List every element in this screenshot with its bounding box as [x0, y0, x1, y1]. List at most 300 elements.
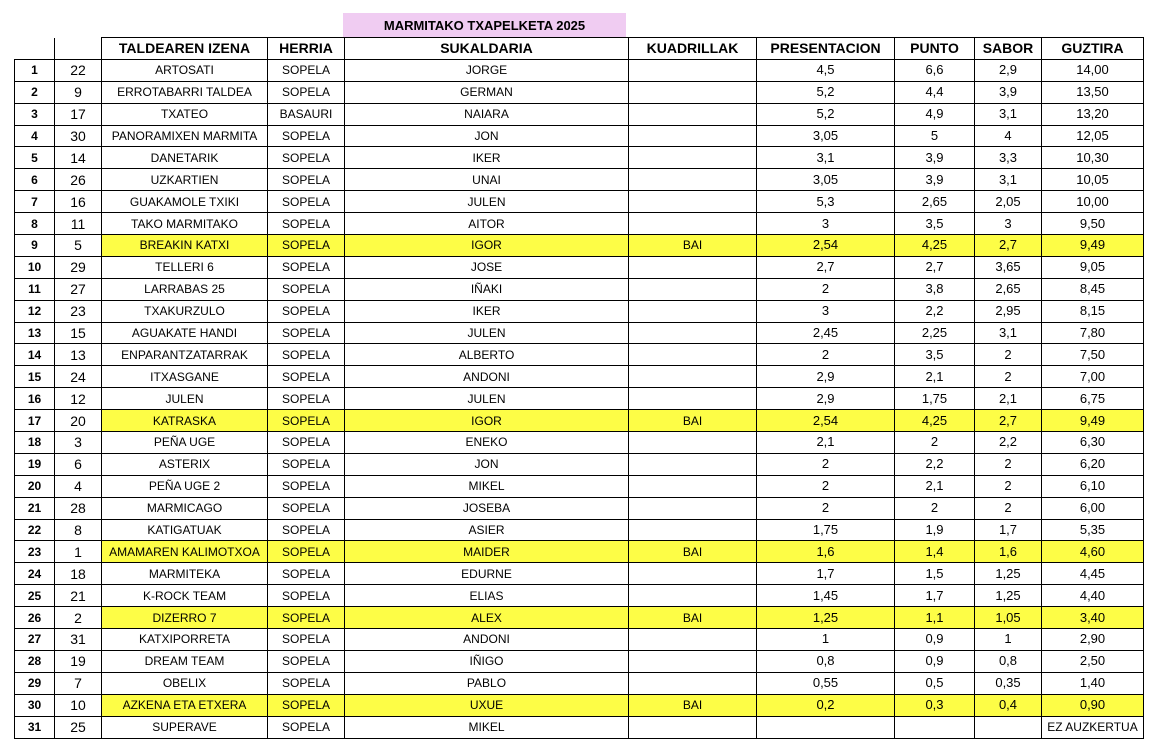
table-row — [15, 169, 1144, 191]
cell-group — [629, 256, 757, 278]
cell-point: 1,9 — [895, 519, 975, 541]
table-row — [15, 278, 1144, 300]
cell-rank: 20 — [15, 475, 55, 497]
cell-team: ARTOSATI — [102, 59, 268, 81]
cell-number: 4 — [55, 475, 102, 497]
cell-presentation: 2,1 — [757, 432, 895, 454]
cell-town: SOPELA — [268, 169, 345, 191]
cell-total: 3,40 — [1042, 607, 1144, 629]
cell-flavor: 1 — [975, 629, 1042, 651]
cell-team: ASTERIX — [102, 453, 268, 475]
cell-town: SOPELA — [268, 300, 345, 322]
cell-team: MARMICAGO — [102, 497, 268, 519]
cell-total: 6,20 — [1042, 453, 1144, 475]
cell-team: KATIGATUAK — [102, 519, 268, 541]
table-row — [15, 650, 1144, 672]
cell-cook: ANDONI — [345, 629, 629, 651]
cell-cook: JON — [345, 125, 629, 147]
cell-town: SOPELA — [268, 125, 345, 147]
sheet-title: MARMITAKO TXAPELKETA 2025 — [343, 13, 626, 37]
cell-point: 4,25 — [895, 410, 975, 432]
cell-town: SOPELA — [268, 256, 345, 278]
cell-total: 10,00 — [1042, 191, 1144, 213]
cell-cook: JULEN — [345, 191, 629, 213]
cell-rank: 19 — [15, 453, 55, 475]
cell-total: 2,50 — [1042, 650, 1144, 672]
cell-team: LARRABAS 25 — [102, 278, 268, 300]
cell-town: SOPELA — [268, 366, 345, 388]
cell-total: 5,35 — [1042, 519, 1144, 541]
cell-point: 1,7 — [895, 585, 975, 607]
cell-presentation: 1,75 — [757, 519, 895, 541]
cell-group — [629, 81, 757, 103]
cell-point: 2,25 — [895, 322, 975, 344]
cell-number: 8 — [55, 519, 102, 541]
cell-team: GUAKAMOLE TXIKI — [102, 191, 268, 213]
cell-total: 14,00 — [1042, 59, 1144, 81]
cell-rank: 6 — [15, 169, 55, 191]
cell-number: 16 — [55, 191, 102, 213]
cell-cook: JON — [345, 453, 629, 475]
table-row — [15, 147, 1144, 169]
table-row — [15, 81, 1144, 103]
cell-rank: 5 — [15, 147, 55, 169]
cell-flavor: 2,9 — [975, 59, 1042, 81]
cell-number: 23 — [55, 300, 102, 322]
cell-number: 24 — [55, 366, 102, 388]
cell-town: SOPELA — [268, 585, 345, 607]
cell-cook: IÑIGO — [345, 650, 629, 672]
cell-total: 7,50 — [1042, 344, 1144, 366]
cell-point: 4,9 — [895, 103, 975, 125]
cell-team: UZKARTIEN — [102, 169, 268, 191]
cell-cook: MIKEL — [345, 716, 629, 738]
cell-team: AZKENA ETA ETXERA — [102, 694, 268, 716]
cell-point: 3,5 — [895, 344, 975, 366]
cell-cook: JOSEBA — [345, 497, 629, 519]
cell-flavor: 3,1 — [975, 169, 1042, 191]
cell-group: BAI — [629, 410, 757, 432]
cell-number: 17 — [55, 103, 102, 125]
table-row — [15, 541, 1144, 563]
cell-team: TELLERI 6 — [102, 256, 268, 278]
header-point: PUNTO — [895, 38, 975, 60]
cell-group — [629, 716, 757, 738]
cell-flavor: 0,4 — [975, 694, 1042, 716]
cell-total: 7,00 — [1042, 366, 1144, 388]
cell-cook: ALBERTO — [345, 344, 629, 366]
cell-number: 13 — [55, 344, 102, 366]
cell-presentation: 2 — [757, 278, 895, 300]
cell-total: 12,05 — [1042, 125, 1144, 147]
cell-number: 14 — [55, 147, 102, 169]
cell-number: 18 — [55, 563, 102, 585]
cell-number: 30 — [55, 125, 102, 147]
cell-presentation: 2 — [757, 475, 895, 497]
cell-rank: 25 — [15, 585, 55, 607]
cell-cook: EDURNE — [345, 563, 629, 585]
cell-presentation: 5,2 — [757, 103, 895, 125]
cell-rank: 31 — [15, 716, 55, 738]
cell-flavor: 1,7 — [975, 519, 1042, 541]
cell-cook: ANDONI — [345, 366, 629, 388]
cell-group — [629, 59, 757, 81]
cell-point: 3,5 — [895, 213, 975, 235]
cell-cook: JORGE — [345, 59, 629, 81]
cell-cook: JULEN — [345, 322, 629, 344]
cell-total: 8,45 — [1042, 278, 1144, 300]
cell-point: 1,4 — [895, 541, 975, 563]
cell-town: SOPELA — [268, 650, 345, 672]
cell-rank: 16 — [15, 388, 55, 410]
cell-team: BREAKIN KATXI — [102, 235, 268, 257]
header-team: TALDEAREN IZENA — [102, 38, 268, 60]
cell-total: 10,05 — [1042, 169, 1144, 191]
cell-presentation: 3 — [757, 213, 895, 235]
cell-group — [629, 519, 757, 541]
cell-presentation: 3,05 — [757, 125, 895, 147]
cell-team: JULEN — [102, 388, 268, 410]
cell-town: SOPELA — [268, 344, 345, 366]
cell-point: 4,4 — [895, 81, 975, 103]
cell-presentation: 2,9 — [757, 388, 895, 410]
cell-group — [629, 322, 757, 344]
cell-presentation: 1,7 — [757, 563, 895, 585]
cell-town: SOPELA — [268, 497, 345, 519]
cell-town: SOPELA — [268, 716, 345, 738]
cell-number: 1 — [55, 541, 102, 563]
cell-point: 1,75 — [895, 388, 975, 410]
cell-flavor: 3,3 — [975, 147, 1042, 169]
cell-group: BAI — [629, 607, 757, 629]
cell-team: PANORAMIXEN MARMITA — [102, 125, 268, 147]
table-row — [15, 388, 1144, 410]
header-group: KUADRILLAK — [629, 38, 757, 60]
cell-number: 10 — [55, 694, 102, 716]
cell-flavor: 1,6 — [975, 541, 1042, 563]
cell-group — [629, 300, 757, 322]
header-row — [15, 38, 1144, 60]
cell-team: PEÑA UGE — [102, 432, 268, 454]
cell-flavor: 1,25 — [975, 585, 1042, 607]
cell-cook: MAIDER — [345, 541, 629, 563]
cell-flavor: 2,65 — [975, 278, 1042, 300]
cell-total: 13,20 — [1042, 103, 1144, 125]
cell-flavor: 2 — [975, 475, 1042, 497]
table-row — [15, 453, 1144, 475]
table-row — [15, 585, 1144, 607]
cell-team: PEÑA UGE 2 — [102, 475, 268, 497]
cell-rank: 8 — [15, 213, 55, 235]
cell-team: TXAKURZULO — [102, 300, 268, 322]
cell-point: 0,5 — [895, 672, 975, 694]
cell-number: 27 — [55, 278, 102, 300]
cell-number: 19 — [55, 650, 102, 672]
cell-group — [629, 672, 757, 694]
cell-presentation: 5,3 — [757, 191, 895, 213]
cell-flavor: 3,9 — [975, 81, 1042, 103]
cell-flavor: 2 — [975, 453, 1042, 475]
cell-presentation: 1,45 — [757, 585, 895, 607]
cell-cook: IKER — [345, 147, 629, 169]
table-row — [15, 191, 1144, 213]
cell-town: SOPELA — [268, 541, 345, 563]
cell-number: 15 — [55, 322, 102, 344]
cell-total: 7,80 — [1042, 322, 1144, 344]
cell-flavor: 4 — [975, 125, 1042, 147]
cell-point: 1,1 — [895, 607, 975, 629]
cell-cook: NAIARA — [345, 103, 629, 125]
table-row — [15, 322, 1144, 344]
cell-total: 9,50 — [1042, 213, 1144, 235]
cell-rank: 15 — [15, 366, 55, 388]
cell-total: 4,60 — [1042, 541, 1144, 563]
cell-town: SOPELA — [268, 607, 345, 629]
cell-rank: 21 — [15, 497, 55, 519]
header-flavor: SABOR — [975, 38, 1042, 60]
table-row — [15, 256, 1144, 278]
cell-town: SOPELA — [268, 322, 345, 344]
cell-presentation: 1 — [757, 629, 895, 651]
cell-rank: 27 — [15, 629, 55, 651]
cell-presentation: 2 — [757, 497, 895, 519]
header-total: GUZTIRA — [1042, 38, 1144, 60]
cell-town: SOPELA — [268, 475, 345, 497]
results-table — [14, 37, 1144, 739]
cell-group: BAI — [629, 235, 757, 257]
cell-flavor: 3 — [975, 213, 1042, 235]
cell-presentation: 5,2 — [757, 81, 895, 103]
cell-group — [629, 475, 757, 497]
cell-rank: 10 — [15, 256, 55, 278]
cell-rank: 7 — [15, 191, 55, 213]
table-row — [15, 213, 1144, 235]
cell-group — [629, 169, 757, 191]
cell-point: 1,5 — [895, 563, 975, 585]
cell-number: 25 — [55, 716, 102, 738]
cell-cook: IÑAKI — [345, 278, 629, 300]
cell-total: 9,49 — [1042, 410, 1144, 432]
cell-town: SOPELA — [268, 81, 345, 103]
cell-town: SOPELA — [268, 453, 345, 475]
cell-town: SOPELA — [268, 278, 345, 300]
cell-cook: ENEKO — [345, 432, 629, 454]
cell-cook: UNAI — [345, 169, 629, 191]
cell-presentation: 2,45 — [757, 322, 895, 344]
table-row — [15, 344, 1144, 366]
cell-point: 2,2 — [895, 300, 975, 322]
header-empty-number — [55, 38, 102, 60]
cell-team: SUPERAVE — [102, 716, 268, 738]
cell-cook: ASIER — [345, 519, 629, 541]
cell-presentation: 2,7 — [757, 256, 895, 278]
cell-cook: IKER — [345, 300, 629, 322]
cell-team: KATXIPORRETA — [102, 629, 268, 651]
cell-presentation: 3 — [757, 300, 895, 322]
cell-team: TAKO MARMITAKO — [102, 213, 268, 235]
cell-point: 3,9 — [895, 147, 975, 169]
cell-town: SOPELA — [268, 147, 345, 169]
cell-point: 3,9 — [895, 169, 975, 191]
cell-group — [629, 278, 757, 300]
cell-point: 2,65 — [895, 191, 975, 213]
cell-rank: 22 — [15, 519, 55, 541]
cell-flavor: 2,1 — [975, 388, 1042, 410]
cell-town: SOPELA — [268, 672, 345, 694]
cell-flavor: 2,95 — [975, 300, 1042, 322]
table-row — [15, 432, 1144, 454]
cell-flavor: 2,05 — [975, 191, 1042, 213]
cell-presentation: 2,54 — [757, 410, 895, 432]
cell-number: 6 — [55, 453, 102, 475]
cell-point: 2,7 — [895, 256, 975, 278]
cell-group — [629, 629, 757, 651]
table-row — [15, 475, 1144, 497]
cell-total: 8,15 — [1042, 300, 1144, 322]
cell-total: 13,50 — [1042, 81, 1144, 103]
cell-presentation: 0,55 — [757, 672, 895, 694]
cell-flavor: 0,8 — [975, 650, 1042, 672]
cell-group — [629, 497, 757, 519]
cell-point: 6,6 — [895, 59, 975, 81]
cell-number: 22 — [55, 59, 102, 81]
cell-rank: 11 — [15, 278, 55, 300]
cell-town: SOPELA — [268, 432, 345, 454]
cell-cook: IGOR — [345, 410, 629, 432]
cell-total: 6,30 — [1042, 432, 1144, 454]
cell-cook: JULEN — [345, 388, 629, 410]
cell-total: 9,05 — [1042, 256, 1144, 278]
cell-town: SOPELA — [268, 213, 345, 235]
cell-cook: ALEX — [345, 607, 629, 629]
cell-presentation: 1,25 — [757, 607, 895, 629]
cell-group: BAI — [629, 694, 757, 716]
cell-number: 26 — [55, 169, 102, 191]
table-body — [15, 59, 1144, 738]
cell-number: 7 — [55, 672, 102, 694]
table-row — [15, 563, 1144, 585]
cell-town: SOPELA — [268, 191, 345, 213]
cell-presentation: 1,6 — [757, 541, 895, 563]
cell-flavor: 1,05 — [975, 607, 1042, 629]
cell-flavor: 3,1 — [975, 103, 1042, 125]
cell-group — [629, 563, 757, 585]
table-row — [15, 59, 1144, 81]
cell-point: 5 — [895, 125, 975, 147]
cell-number: 29 — [55, 256, 102, 278]
cell-rank: 13 — [15, 322, 55, 344]
cell-flavor: 2,2 — [975, 432, 1042, 454]
cell-rank: 28 — [15, 650, 55, 672]
cell-group — [629, 453, 757, 475]
cell-team: DREAM TEAM — [102, 650, 268, 672]
cell-presentation: 0,2 — [757, 694, 895, 716]
cell-total: 1,40 — [1042, 672, 1144, 694]
cell-cook: ELIAS — [345, 585, 629, 607]
cell-cook: IGOR — [345, 235, 629, 257]
cell-total: 6,75 — [1042, 388, 1144, 410]
cell-rank: 1 — [15, 59, 55, 81]
cell-group — [629, 344, 757, 366]
cell-cook: AITOR — [345, 213, 629, 235]
cell-group — [629, 147, 757, 169]
cell-point: 3,8 — [895, 278, 975, 300]
cell-point: 2,2 — [895, 453, 975, 475]
cell-presentation: 2 — [757, 344, 895, 366]
cell-team: DIZERRO 7 — [102, 607, 268, 629]
cell-number: 28 — [55, 497, 102, 519]
cell-group: BAI — [629, 541, 757, 563]
cell-total: 4,40 — [1042, 585, 1144, 607]
table-row — [15, 497, 1144, 519]
cell-flavor: 2,7 — [975, 235, 1042, 257]
cell-presentation: 4,5 — [757, 59, 895, 81]
cell-rank: 14 — [15, 344, 55, 366]
cell-team: ERROTABARRI TALDEA — [102, 81, 268, 103]
cell-number: 21 — [55, 585, 102, 607]
cell-cook: PABLO — [345, 672, 629, 694]
cell-town: SOPELA — [268, 235, 345, 257]
cell-point: 2 — [895, 432, 975, 454]
cell-group — [629, 213, 757, 235]
table-row — [15, 410, 1144, 432]
table-row — [15, 519, 1144, 541]
cell-rank: 9 — [15, 235, 55, 257]
cell-presentation: 3,1 — [757, 147, 895, 169]
cell-point: 2 — [895, 497, 975, 519]
table-row — [15, 672, 1144, 694]
cell-flavor — [975, 716, 1042, 738]
cell-number: 20 — [55, 410, 102, 432]
table-row — [15, 694, 1144, 716]
cell-flavor: 2 — [975, 366, 1042, 388]
cell-flavor: 1,25 — [975, 563, 1042, 585]
cell-team: MARMITEKA — [102, 563, 268, 585]
cell-presentation: 2,54 — [757, 235, 895, 257]
cell-number: 31 — [55, 629, 102, 651]
cell-cook: JOSE — [345, 256, 629, 278]
cell-rank: 12 — [15, 300, 55, 322]
cell-town: SOPELA — [268, 694, 345, 716]
cell-group — [629, 366, 757, 388]
cell-flavor: 2,7 — [975, 410, 1042, 432]
cell-number: 12 — [55, 388, 102, 410]
cell-cook: GERMAN — [345, 81, 629, 103]
cell-team: KATRASKA — [102, 410, 268, 432]
cell-group — [629, 125, 757, 147]
cell-team: OBELIX — [102, 672, 268, 694]
table-row — [15, 716, 1144, 738]
cell-point: 4,25 — [895, 235, 975, 257]
cell-team: TXATEO — [102, 103, 268, 125]
cell-rank: 18 — [15, 432, 55, 454]
cell-group — [629, 388, 757, 410]
cell-total: 6,00 — [1042, 497, 1144, 519]
table-row — [15, 125, 1144, 147]
cell-point: 2,1 — [895, 366, 975, 388]
cell-total: 9,49 — [1042, 235, 1144, 257]
cell-town: BASAURI — [268, 103, 345, 125]
cell-presentation: 3,05 — [757, 169, 895, 191]
cell-rank: 3 — [15, 103, 55, 125]
cell-total: 4,45 — [1042, 563, 1144, 585]
table-row — [15, 366, 1144, 388]
cell-team: AMAMAREN KALIMOTXOA — [102, 541, 268, 563]
cell-rank: 23 — [15, 541, 55, 563]
header-presentation: PRESENTACION — [757, 38, 895, 60]
cell-town: SOPELA — [268, 563, 345, 585]
cell-rank: 2 — [15, 81, 55, 103]
